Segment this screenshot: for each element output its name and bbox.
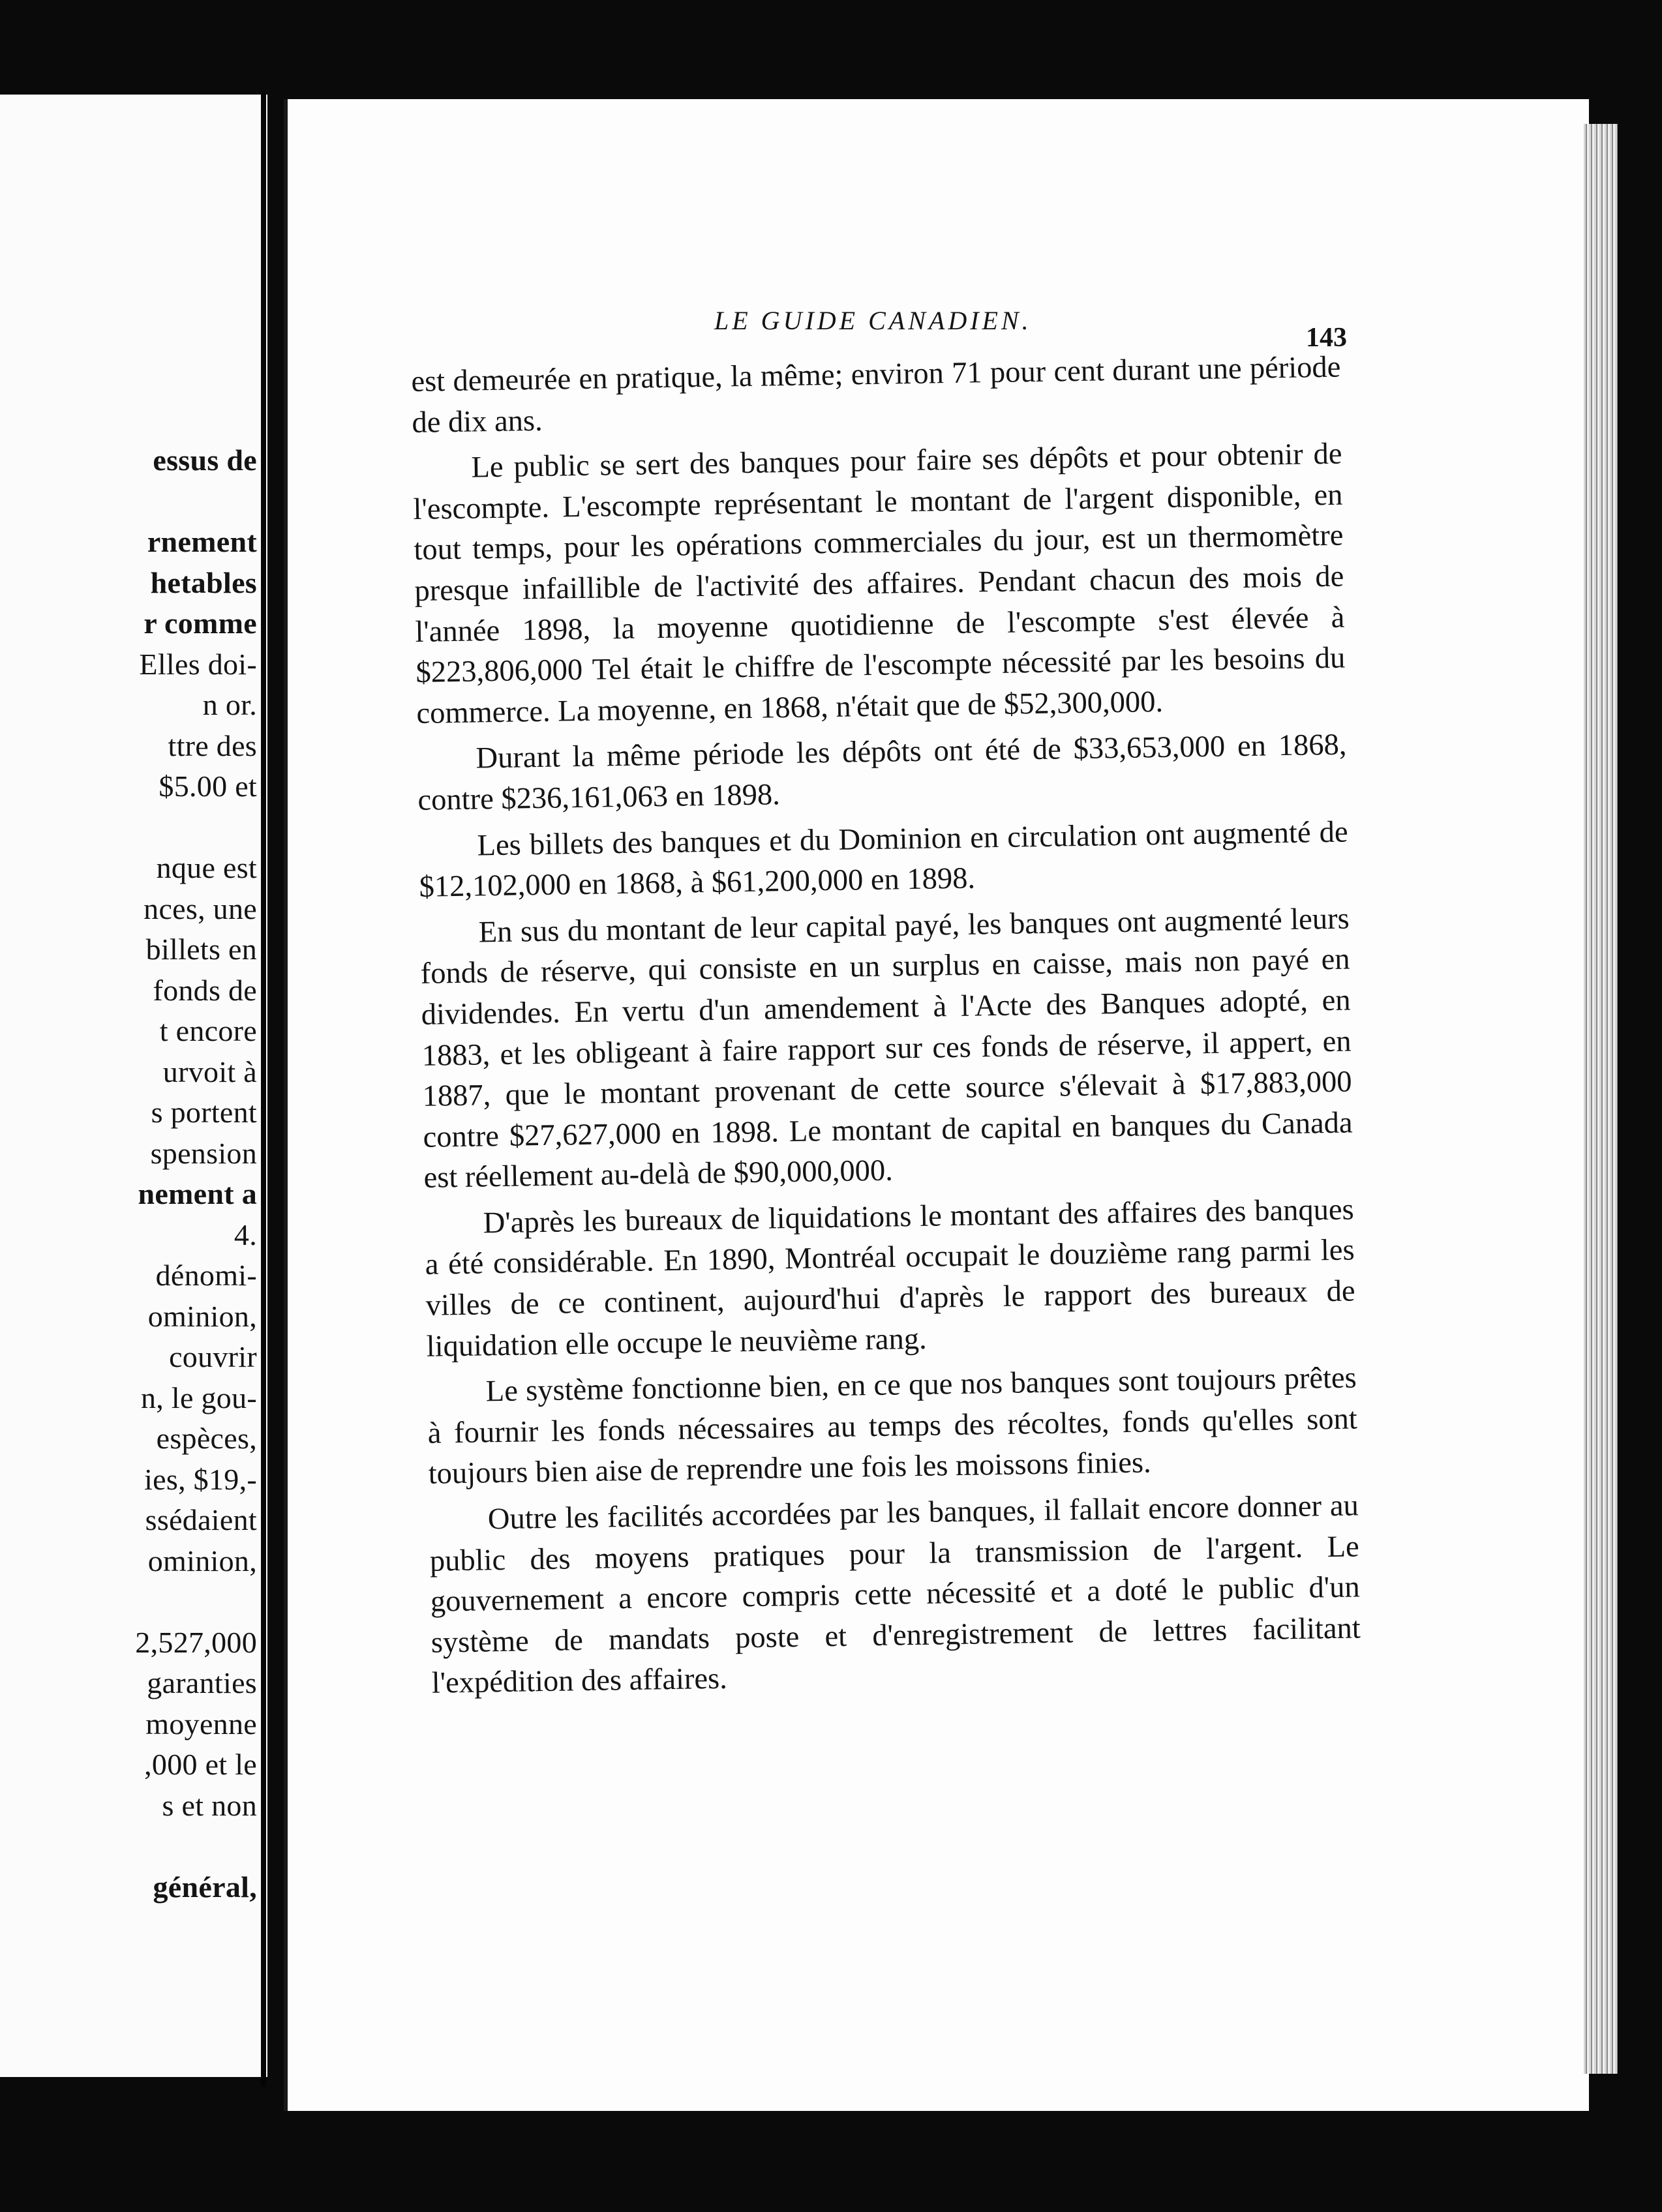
left-page-line: n or. bbox=[202, 688, 257, 721]
left-page-line: s et non bbox=[162, 1788, 257, 1822]
left-page-line: s portent bbox=[151, 1096, 257, 1129]
body-text bbox=[411, 348, 1361, 1705]
book-gutter bbox=[261, 91, 266, 2087]
left-page-line: ominion, bbox=[147, 1299, 257, 1333]
paragraph: Le système fonctionne bien, en ce que nos banques sont toujours prêtes à fournir les fonds nécessaires au temps des récoltes, fonds qu'elles sont toujours bien aise de reprendre une fois les moissons finies. bbox=[427, 1361, 1358, 1491]
left-page-line: ttre des bbox=[168, 728, 257, 762]
page-edges bbox=[1584, 124, 1618, 2074]
left-page-line: couvrir bbox=[169, 1340, 257, 1373]
left-page-line: ssédaient bbox=[145, 1503, 257, 1536]
left-page-line: fonds de bbox=[153, 973, 257, 1007]
left-page-line: r comme bbox=[144, 606, 257, 640]
left-page-line: urvoit à bbox=[162, 1054, 257, 1088]
left-page-line: Elles doi- bbox=[139, 647, 257, 681]
left-page-line: t encore bbox=[159, 1014, 257, 1047]
paragraph: En sus du montant de leur capital payé, les banques ont augmenté leurs fonds de réserve, qui consiste en un surplus en caisse, mais non payé en dividendes. En vertu d'un amendement à l'Acte des Banques adopté, en 1883, et les obligeant à faire rapport sur ces fonds de réserve, il appert, en 1887, que le montant provenant de cette source s'élevait à $17,883,000 contre $27,627,000 en 1898. Le montant de capital en banques du Canada est réellement au-delà de $90,000,000. bbox=[420, 902, 1353, 1195]
left-page-fragment bbox=[0, 95, 267, 2077]
left-page-line: rnement bbox=[147, 525, 257, 558]
left-page-line: ominion, bbox=[147, 1544, 257, 1577]
paragraph: Les billets des banques et du Dominion en circulation ont augmenté de $12,102,000 en 1868, à $61,200,000 en 1898. bbox=[419, 815, 1348, 904]
running-title: LE GUIDE CANADIEN. bbox=[714, 306, 1032, 335]
line-gap bbox=[135, 807, 257, 848]
left-page-line: billets en bbox=[145, 933, 257, 966]
line-gap bbox=[135, 1581, 257, 1622]
left-page-line: moyenne bbox=[145, 1707, 257, 1741]
paragraph: Le public se sert des banques pour faire ses dépôts et pour obtenir de l'escompte. L'escompte représentant le montant de l'argent disponible, en tout temps, pour les opérations commerciales du jour, est un thermomètre presque infaillible de l'activité des affaires. Pendant chacun des mois de l'année 1898, la moyenne quotidienne de l'escompte s'est élevée à $223,806,000 Tel était le chiffre de l'escompte nécessité par les besoins du commerce. La moyenne, en 1868, n'était que de $52,300,000. bbox=[413, 437, 1346, 730]
paragraph: Durant la même période les dépôts ont été de $33,653,000 en 1868, contre $236,161,063 en 1898. bbox=[417, 728, 1347, 817]
left-page-line: nement a bbox=[138, 1177, 257, 1210]
left-page-line: 4. bbox=[234, 1218, 257, 1251]
left-page-line: ,000 et le bbox=[144, 1748, 257, 1781]
left-page-text-column bbox=[135, 440, 257, 1907]
left-page-line: essus de bbox=[153, 443, 257, 477]
left-page-line: ies, $19,- bbox=[144, 1462, 257, 1496]
paragraph: D'après les bureaux de liquidations le montant des affaires des banques a été considérable. En 1890, Montréal occupait le douzième rang parmi les villes de ce continent, aujourd'hui d'après le rapport des bureaux de liquidation elle occupe le neuvième rang. bbox=[425, 1193, 1355, 1364]
left-page-line: général, bbox=[153, 1870, 257, 1904]
left-page-line: 2,527,000 bbox=[135, 1625, 257, 1659]
left-page-line: garanties bbox=[147, 1666, 257, 1699]
left-page-line: espèces, bbox=[156, 1422, 257, 1455]
line-gap bbox=[135, 481, 257, 522]
left-page-line: dénomi- bbox=[155, 1259, 257, 1292]
left-page-line: hetables bbox=[150, 565, 257, 599]
left-page-line: n, le gou- bbox=[140, 1381, 257, 1414]
left-page-line: nces, une bbox=[144, 891, 257, 925]
left-page-line: spension bbox=[150, 1136, 257, 1170]
left-page-line: $5.00 et bbox=[159, 770, 257, 803]
left-page-line: nque est bbox=[156, 851, 257, 884]
line-gap bbox=[135, 1826, 257, 1867]
page-number: 143 bbox=[1306, 323, 1347, 353]
paragraph: est demeurée en pratique, la même; environ 71 pour cent durant une période de dix ans. bbox=[411, 350, 1341, 440]
paragraph: Outre les facilités accordées par les banques, il fallait encore donner au public des moyens pratiques pour la transmission de l'argent. Le gouvernement a encore compris cette nécessité et a doté le public d'un système de mandats poste et d'enregistrement de lettres facilitant l'expédition des affaires. bbox=[429, 1489, 1361, 1701]
